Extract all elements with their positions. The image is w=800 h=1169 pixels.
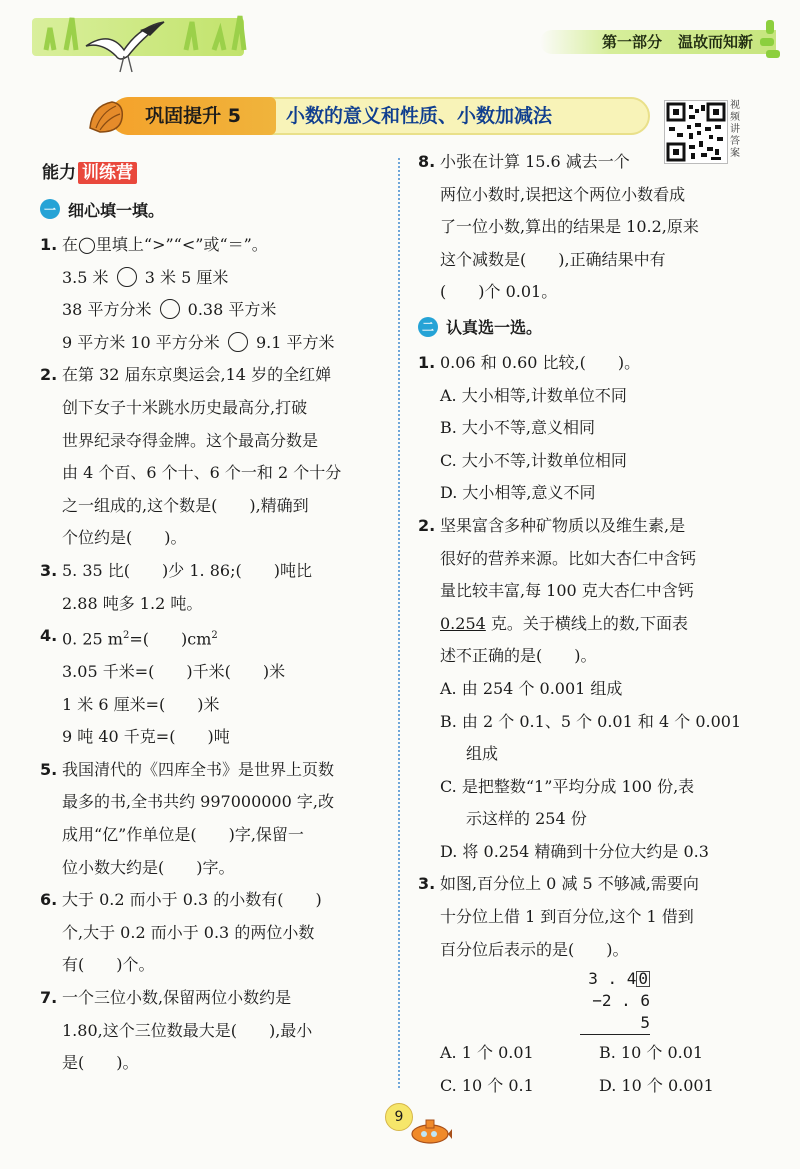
compare-circle[interactable] [160, 299, 180, 319]
title-text: 小数的意义和性质、小数加减法 [286, 105, 553, 127]
subtraction-figure: 3 . 4 0 −2 . 6 5 [580, 968, 650, 1035]
fill-question-7: 7. 一个三位小数,保留两位小数约是 1.80,这个三位数最大是( ),最小 是( )。 [40, 987, 313, 1073]
section-choose-header [418, 313, 758, 341]
fill-question-6: 6. 大于 0.2 而小于 0.3 的小数有( ) 个,大于 0.2 而小于 0.3 的两位小数 有( )个。 [40, 890, 322, 975]
section-title: 细心填一填。 [68, 200, 165, 220]
option-b[interactable]: B. 大小不等,意义相同 [440, 418, 596, 438]
fill-question-1: 1. 在◯里填上“>”“<”或“＝”。 3.5 米 3 米 5 厘米 38 平方分米 0.38 平方米 9 平方米 10 平方分米 9.1 平方米 [40, 235, 335, 352]
shell-icon [86, 98, 126, 136]
corner-decoration [758, 20, 782, 60]
compare-circle[interactable] [228, 332, 248, 352]
option-a[interactable]: A. 1 个 0.01 [440, 1043, 534, 1063]
column-divider [398, 158, 400, 1088]
option-b-continued: 组成 [466, 744, 499, 764]
underlined-number: 0.254 [440, 613, 486, 633]
option-c-continued: 示这样的 254 份 [466, 809, 587, 829]
section-fill-header [40, 195, 392, 223]
compare-circle[interactable] [117, 267, 137, 287]
choice-question-1: 1. 0.06 和 0.60 比较,( )。 A. 大小相等,计数单位不同 B. 大小不等,意义相同 C. 大小不等,计数单位相同 D. 大小相等,意义不同 [418, 347, 758, 510]
option-a[interactable]: A. 大小相等,计数单位不同 [440, 385, 627, 405]
section-title: 认真选一选。 [446, 318, 543, 338]
fill-question-4: 4. 0. 25 $m^2=$( )$cm^2$ 3.05 千米=( )千米( )米 1 米 6 厘米=( )米 9 吨 40 千克=( )吨 [40, 626, 286, 747]
option-d[interactable]: D. 大小相等,意义不同 [440, 483, 596, 503]
choice-question-2: 2. 坚果富含多种矿物质以及维生素,是 很好的营养来源。比如大杏仁中含钙 量比较丰富,每 100 克大杏仁中含钙 0.254 克。关于横线上的数,下面表 述不正确的是( )。 A. 由 254 个 0.001 组成 B. 由 2 个 0.1、5 个 0.01 和 4 个 0.001 组成 C. 是把整数“1”平均分成 100 份,表 示这样的 254 份 D. 将 0.254 精确到十分位大约是 0.3 [418, 510, 758, 869]
section-badge: 一 [40, 199, 60, 219]
submarine-icon [406, 1116, 452, 1146]
option-b[interactable]: B. 由 2 个 0.1、5 个 0.01 和 4 个 0.001 [440, 711, 742, 731]
option-c[interactable]: C. 是把整数“1”平均分成 100 份,表 [440, 776, 695, 796]
right-column [418, 146, 758, 1102]
left-column [40, 158, 392, 1080]
fill-question-8: 8. 小张在计算 15.6 减去一个 两位小数时,误把这个两位小数看成 了一位小数,算出的结果是 10.2,原来 这个减数是( ),正确结果中有 ( )个 0.01。 [418, 152, 699, 302]
title-tag: 巩固提升 5 [110, 97, 276, 135]
option-c[interactable]: C. 10 个 0.1 [440, 1075, 534, 1095]
ability-label: 能力 训练营 [42, 158, 137, 183]
qr-caption: 视频讲答案 [730, 100, 740, 159]
part-label: 第一部分 温故而知新 [540, 30, 776, 54]
fill-question-3: 3. 5. 35 比( )少 1. 86;( )吨比 2.88 吨多 1.2 吨。 [40, 560, 312, 613]
fill-question-5: 5. 我国清代的《四库全书》是世界上页数 最多的书,全书共约 997000000 字,改 成用“亿”作单位是( )字,保留一 位小数大约是( )字。 [40, 759, 335, 877]
seagull-icon [80, 16, 170, 80]
page-header [0, 0, 800, 80]
fill-question-2: 2. 在第 32 届东京奥运会,14 岁的全红婵 创下女子十米跳水历史最高分,打破 世界纪录夺得金牌。这个最高分数是 由 4 个百、6 个十、6 个一和 2 个十分 之一组成的,这个数是( ),精确到 个位约是( )。 [40, 365, 342, 548]
option-c[interactable]: C. 大小不等,计数单位相同 [440, 450, 627, 470]
option-a[interactable]: A. 由 254 个 0.001 组成 [440, 678, 623, 698]
page-number: 9 [385, 1103, 413, 1131]
exercise-title [86, 94, 656, 138]
section-badge: 二 [418, 317, 438, 337]
option-d[interactable]: D. 将 0.254 精确到十分位大约是 0.3 [440, 841, 709, 861]
option-b[interactable]: B. 10 个 0.01 [599, 1043, 704, 1063]
option-d[interactable]: D. 10 个 0.001 [599, 1075, 714, 1095]
choice-question-3: 3. 如图,百分位上 0 减 5 不够减,需要向 十分位上借 1 到百分位,这个 1 借到 百分位后表示的是( )。 3 . 4 0 −2 . 6 5 A. 1 个 0.01 B. 10 个 0.01 C. 10 个 0.1 D. 10 个 0.001 [418, 868, 758, 1102]
